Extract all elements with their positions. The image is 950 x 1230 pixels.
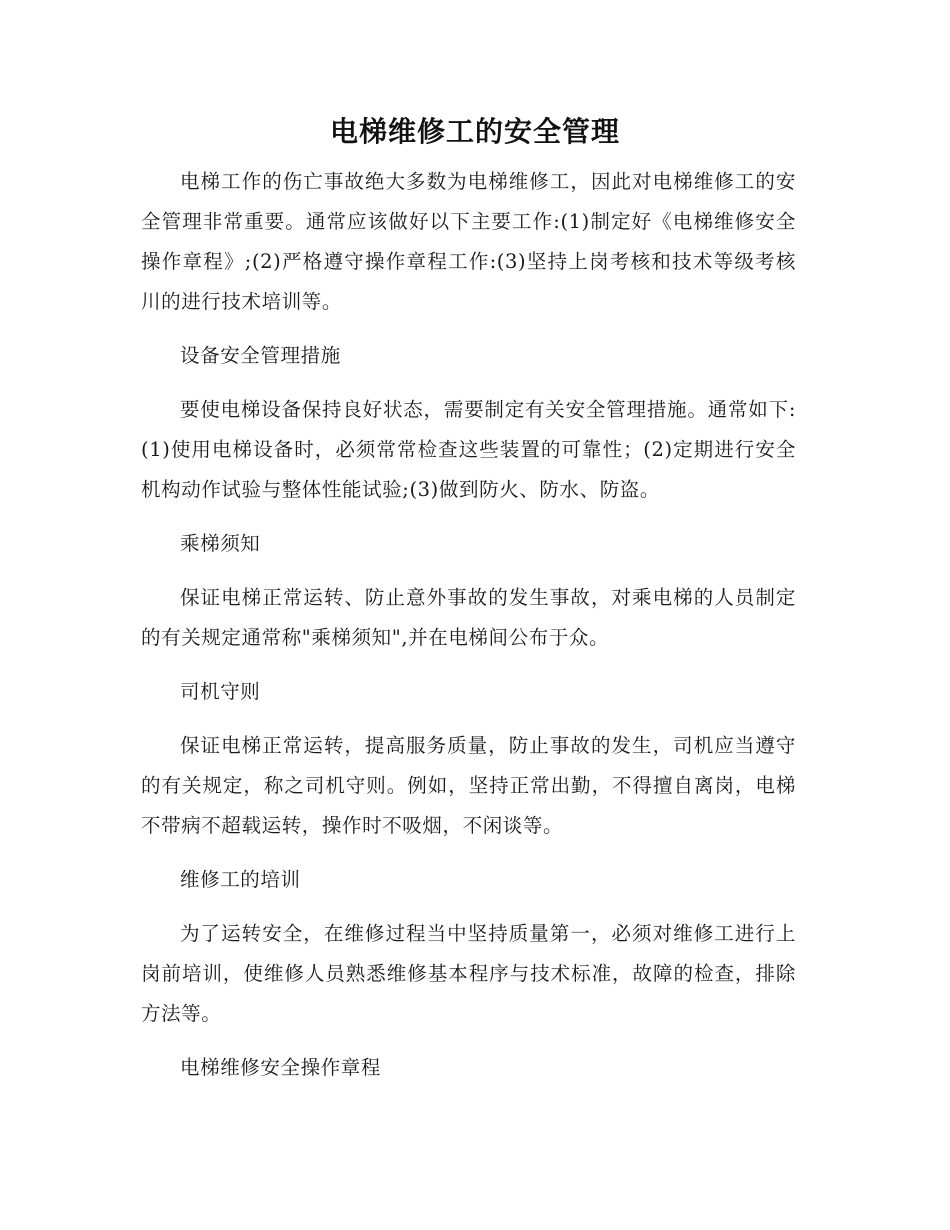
paragraph-operator-rules: 保证电梯正常运转，提高服务质量，防止事故的发生，司机应当遵守的有关规定，称之司机守则。例如，坚持正常出勤，不得擅自离岗，电梯不带病不超载运转，操作时不吸烟，不闲谈等。 xyxy=(141,734,796,837)
section-heading-operating-rules: 电梯维修安全操作章程 xyxy=(180,1056,382,1079)
section-heading-training: 维修工的培训 xyxy=(180,868,301,891)
section-heading-passenger-notice: 乘梯须知 xyxy=(180,532,261,555)
paragraph-equipment-safety: 要使电梯设备保持良好状态，需要制定有关安全管理措施。通常如下:(1)使用电梯设备时，必须常常检查这些装置的可靠性；(2)定期进行安全机构动作试验与整体性能试验;(3)做到防火、防水、防盗。 xyxy=(141,398,796,501)
document-title: 电梯维修工的安全管理 xyxy=(329,115,620,148)
section-heading-equipment-safety: 设备安全管理措施 xyxy=(180,344,341,367)
paragraph-passenger-notice: 保证电梯正常运转、防止意外事故的发生事故，对乘电梯的人员制定的有关规定通常称"乘梯须知",并在电梯间公布于众。 xyxy=(141,586,796,649)
paragraph-intro: 电梯工作的伤亡事故绝大多数为电梯维修工，因此对电梯维修工的安全管理非常重要。通常应该做好以下主要工作:(1)制定好《电梯维修安全操作章程》;(2)严格遵守操作章程工作:(3)坚持上岗考核和技术等级考核川的进行技术培训等。 xyxy=(141,170,796,313)
paragraph-training: 为了运转安全，在维修过程当中坚持质量第一，必须对维修工进行上岗前培训，使维修人员熟悉维修基本程序与技术标准，故障的检查，排除方法等。 xyxy=(141,922,796,1025)
document-body xyxy=(141,162,796,1102)
section-heading-operator-rules: 司机守则 xyxy=(180,680,261,703)
